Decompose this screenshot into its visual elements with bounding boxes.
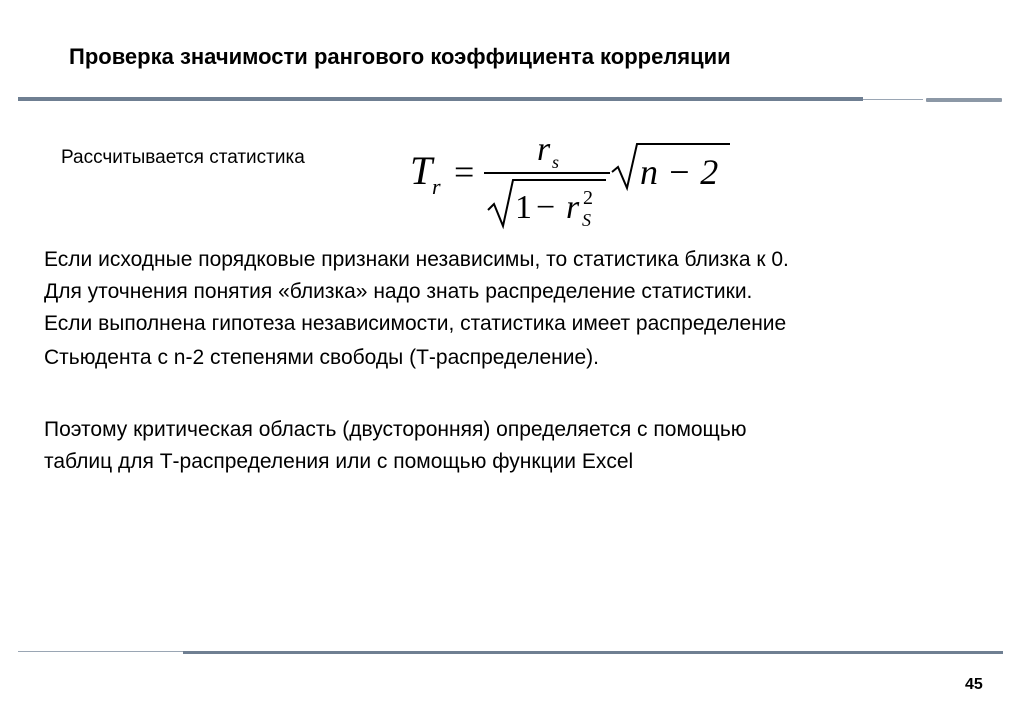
formula-equals: = <box>454 152 475 192</box>
critical-region-paragraph <box>44 414 1004 478</box>
formula-numerator-symbol: r <box>537 131 551 168</box>
statistic-label: Рассчитывается статистика <box>61 147 305 168</box>
formula-denominator-minus: − <box>536 189 556 226</box>
footer-divider <box>183 651 1003 654</box>
explanation-line: Стьюдента с n-2 степенями свободы (Т-распределение). <box>44 346 600 369</box>
formula-denominator-one: 1 <box>515 189 532 226</box>
formula-lhs-subscript: r <box>432 174 441 199</box>
footer-divider-thin <box>18 651 183 652</box>
page-number: 45 <box>965 676 983 693</box>
explanation-line: Для уточнения понятия «близка» надо знать распределение статистики. <box>44 280 753 303</box>
title-divider-thin <box>863 99 923 100</box>
explanation-line: Если выполнена гипотеза независимости, статистика имеет распределение <box>44 312 787 335</box>
slide-title: Проверка значимости рангового коэффициента корреляции <box>69 44 731 69</box>
formula-denominator-subscript: S <box>582 210 591 230</box>
critical-region-line: Поэтому критическая область (двусторонняя) определяется с помощью <box>44 418 747 441</box>
formula-multiplier: n − 2 <box>640 152 719 192</box>
title-divider-accent <box>926 98 1002 102</box>
explanation-line: Если исходные порядковые признаки независимы, то статистика близка к 0. <box>44 248 789 271</box>
critical-region-line: таблиц для Т-распределения или с помощью функции Excel <box>44 450 634 473</box>
explanation-paragraph <box>44 244 1004 374</box>
formula-denominator-power: 2 <box>583 187 593 209</box>
title-divider <box>18 97 863 101</box>
t-statistic-formula <box>400 128 740 233</box>
formula-denominator-symbol: r <box>566 189 580 226</box>
formula-lhs-symbol: T <box>410 148 433 193</box>
formula-numerator-subscript: s <box>552 152 560 172</box>
